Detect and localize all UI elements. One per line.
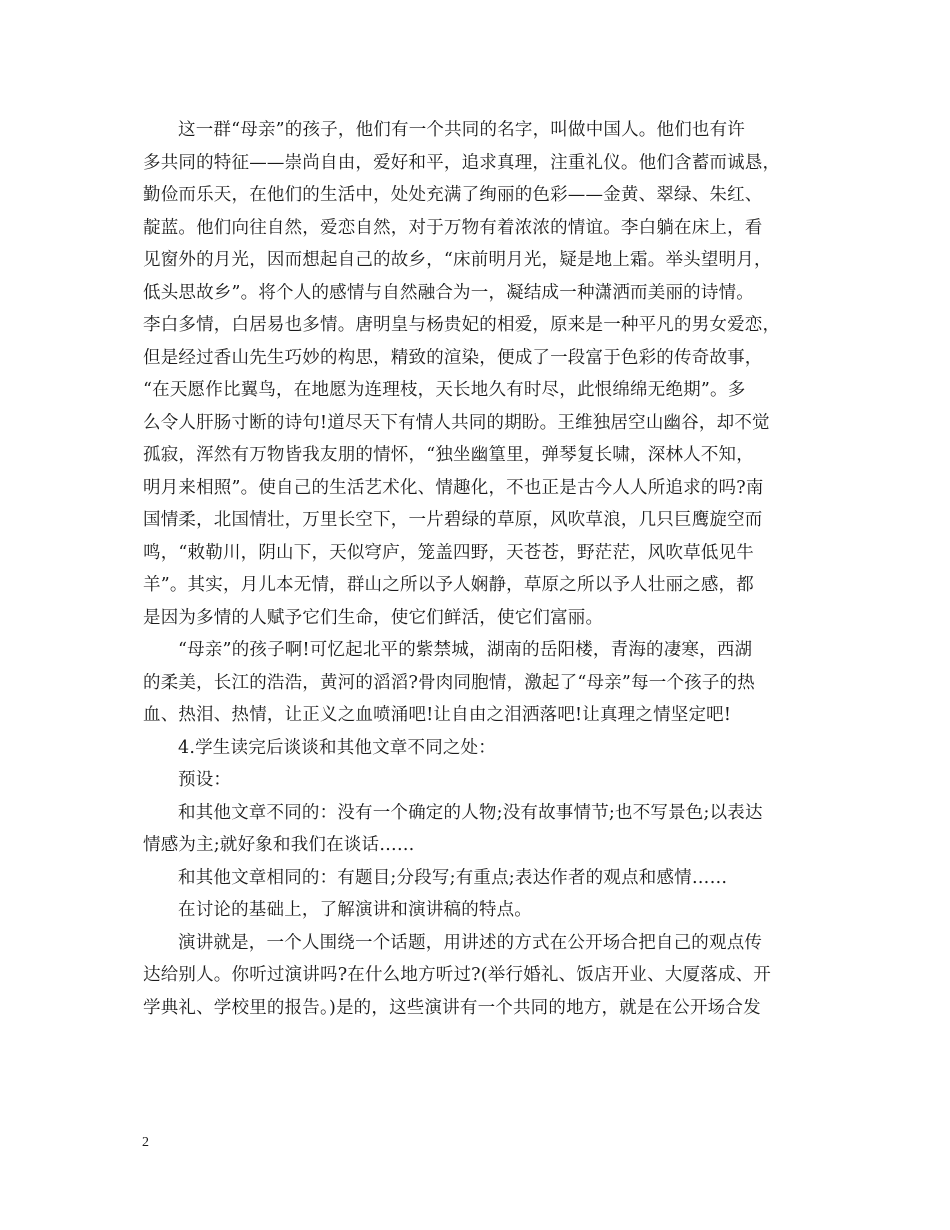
page-number: 2 [142, 1135, 149, 1150]
text-line: 和其他文章相同的：有题目;分段写;有重点;表达作者的观点和感情…… [178, 867, 728, 888]
text-line: 多共同的特征——崇尚自由，爱好和平，追求真理，注重礼仪。他们含蓄而诚恳， [143, 152, 781, 173]
text-line: 羊”。其实，月儿本无情，群山之所以予人娴静，草原之所以予人壮丽之感，都 [143, 575, 754, 595]
text-line: 低头思故乡”。将个人的感情与自然融合为一，凝结成一种潇洒而美丽的诗情。 [143, 282, 754, 303]
text-line: 勤俭而乐天，在他们的生活中，处处充满了绚丽的色彩——金黄、翠绿、朱红、 [143, 185, 763, 205]
text-line: “在天愿作比翼鸟，在地愿为连理枝，天长地久有时尽，此恨绵绵无绝期”。多 [143, 380, 746, 400]
text-line: 4.学生读完后谈谈和其他文章不同之处： [178, 737, 496, 758]
text-line: 血、热泪、热情，让正义之血喷涌吧!让自由之泪洒落吧!让真理之情坚定吧! [143, 705, 732, 725]
text-line: 孤寂，浑然有万物皆我友朋的情怀，“独坐幽篁里，弹琴复长啸，深林人不知， [143, 445, 754, 465]
text-line: 达给别人。你听过演讲吗?在什么地方听过?(举行婚礼、饭店开业、大厦落成、开 [143, 965, 771, 985]
text-line: 见窗外的月光，因而想起自己的故乡，“床前明月光，疑是地上霜。举头望明月， [143, 250, 772, 270]
document-body [143, 114, 813, 1024]
text-line: 在讨论的基础上，了解演讲和演讲稿的特点。 [178, 900, 532, 920]
text-line: 这一群“母亲”的孩子，他们有一个共同的名字，叫做中国人。他们也有许 [178, 120, 745, 140]
text-line: 国情柔，北国情壮，万里长空下，一片碧绿的草原，风吹草浪，几只巨鹰旋空而 [143, 510, 763, 530]
text-line: “母亲”的孩子啊!可忆起北平的紫禁城，湖南的岳阳楼，青海的凄寒，西湖 [178, 640, 753, 660]
text-line: 李白多情，白居易也多情。唐明皇与杨贵妃的相爱，原来是一种平凡的男女爱恋， [143, 315, 781, 335]
text-line: 但是经过香山先生巧妙的构思，精致的渲染，便成了一段富于色彩的传奇故事， [143, 347, 763, 368]
text-line: 明月来相照”。使自己的生活艺术化、情趣化，不也正是古今人人所追求的吗?南 [143, 477, 764, 498]
text-line: 演讲就是，一个人围绕一个话题，用讲述的方式在公开场合把自己的观点传 [178, 932, 763, 953]
text-line: 是因为多情的人赋予它们生命，使它们鲜活，使它们富丽。 [143, 607, 604, 628]
text-line: 的柔美，长江的浩浩，黄河的滔滔?骨肉同胞情，激起了“母亲”每一个孩子的热 [143, 672, 755, 693]
text-line: 和其他文章不同的：没有一个确定的人物;没有故事情节;也不写景色;以表达 [178, 802, 763, 823]
text-line: 鸣，“敕勒川，阴山下，天似穹庐，笼盖四野，天苍苍，野茫茫，风吹草低见牛 [143, 542, 754, 563]
text-line: 学典礼、学校里的报告。)是的，这些演讲有一个共同的地方，就是在公开场合发 [143, 997, 761, 1018]
text-line: 预设： [178, 770, 232, 790]
text-line: 情感为主;就好象和我们在谈话…… [143, 835, 415, 855]
text-line: 么令人肝肠寸断的诗句!道尽天下有情人共同的期盼。王维独居空山幽谷，却不觉 [143, 412, 770, 433]
text-line: 靛蓝。他们向往自然，爱恋自然，对于万物有着浓浓的情谊。李白躺在床上，看 [143, 217, 763, 238]
